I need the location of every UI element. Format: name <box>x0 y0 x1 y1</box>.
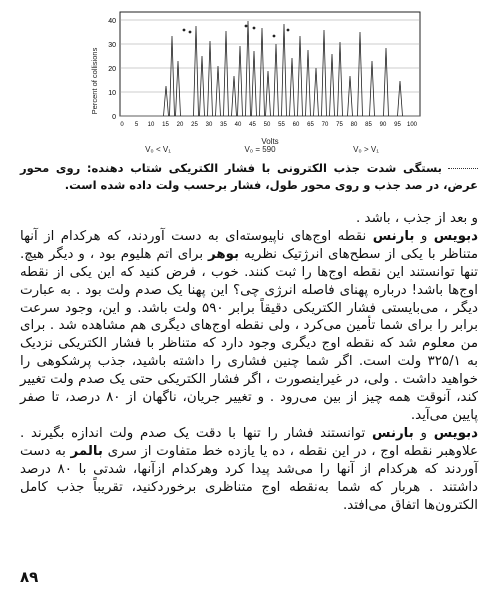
absorption-peak <box>194 26 199 116</box>
absorption-peak <box>298 36 303 116</box>
text-run: توانستند فشار را تنها با دقت یک صدم ولت اندازه بگیرند . علاوهبر نقطه اوج ، در این نقطه ، ده یا یازده خط متفاوت از سری <box>20 425 478 459</box>
x-tick-label: 95 <box>394 122 401 128</box>
y-axis-label: Percent of collisions <box>90 47 99 115</box>
absorption-peak <box>246 21 251 116</box>
absorption-peak <box>200 56 205 116</box>
x-tick-label: 15 <box>162 122 169 128</box>
peak-marker <box>273 35 276 38</box>
text-run: و <box>413 425 434 441</box>
x-tick-label: 55 <box>278 122 285 128</box>
y-tick-label: 40 <box>108 18 116 25</box>
page-number: ۸۹ <box>20 568 39 586</box>
absorption-peak <box>358 32 363 116</box>
absorption-peak <box>170 36 175 116</box>
x-tick-label: 40 <box>234 122 242 128</box>
absorption-peak <box>176 61 181 116</box>
region-label-equal: V₀ = 590 <box>244 145 276 154</box>
text-run: و بعد از جذب ، باشد . <box>356 211 478 226</box>
bold-name: بارنس <box>372 228 415 244</box>
text-run: برای اتم هلیوم بود ، و دیگر هیچ. تنها توانستند این نقطه اوج‌ها را ثبت کنند. خوب ، فرض کنید که این یکی از نقطه اوج‌ها باشد! درباره پهنای فاصله انرژی چی؟ این پهنا یک صدم ولت بود . به عبارت دیگر ، می‌بایستی فشار الکتریکی دقیقاً برابر ۵۹۰ ولت باشد. و این، وجود سرعت برابر را برای شما تأمین می‌کرد ، ولی نقطه اوج‌های دیگری هم مشاهده شد . برای من معلوم شد که نقطه اوج دیگری وجود دارد که متناظر با فشار الکتریکی نزدیک به ۳۲۵/۱ ولت است. اگر شما چنین فشاری را داشته باشید، جذب پرشکوهی را خواهید داشت . ولی، در غیراینصورت ، اگر فشار الکتریکی حتی یک صدم ولت تغییر کند، آنوقت همه چیز از بین می‌رود . و تغییر جریان، ناگهان از ۸۰ درصد، تا صفر پایین می‌آید. <box>20 246 479 423</box>
collision-chart <box>88 6 428 156</box>
absorption-peak <box>338 42 343 116</box>
peak-marker <box>253 27 256 30</box>
x-tick-label: 10 <box>147 122 155 128</box>
y-tick-label: 20 <box>108 66 116 73</box>
absorption-peak <box>384 48 389 116</box>
text-run: و <box>414 228 434 244</box>
absorption-peak <box>370 61 375 116</box>
x-tick-label: 50 <box>263 122 271 128</box>
caption-rule <box>448 168 478 169</box>
paragraph <box>20 210 478 228</box>
peak-marker <box>245 25 248 28</box>
peak-marker <box>189 31 192 34</box>
text-run: نقطه اوج‌های ناپیوسته‌ای به دست آوردند، که هرکدام از آنها متناظر با یکی از سطح‌های انرژتیک نظریه <box>20 228 479 262</box>
y-tick-label: 30 <box>108 42 116 49</box>
x-axis-label: Volts <box>261 137 279 146</box>
absorption-peak <box>238 46 243 116</box>
absorption-peak <box>208 41 213 116</box>
absorption-peak <box>164 86 169 116</box>
region-label-below: V₀ < V₁ <box>145 145 171 154</box>
body-text <box>20 210 478 514</box>
absorption-peak <box>322 30 327 116</box>
x-tick-label: 25 <box>191 122 198 128</box>
x-tick-label: 75 <box>336 122 343 128</box>
x-tick-label: 5 <box>134 122 139 128</box>
peak-marker <box>183 29 186 32</box>
x-tick-label: 100 <box>406 122 418 128</box>
x-tick-label: 20 <box>176 122 184 128</box>
peak-marker <box>287 29 290 32</box>
x-tick-label: 30 <box>205 122 213 128</box>
absorption-peak <box>266 71 271 116</box>
absorption-peak <box>274 44 279 116</box>
x-tick-label: 35 <box>220 122 227 128</box>
bold-name: بوهر <box>208 246 240 262</box>
x-tick-label: 90 <box>379 122 387 128</box>
absorption-peak <box>306 50 311 116</box>
caption-text: بستگی شدت جذب الکترونی با فشار الکتریکی شتاب دهنده: روی محور عرض، در صد جذب و روی محور طول، فشار برحسب ولت داده شده است. <box>20 161 478 192</box>
bold-name: دبویس <box>433 425 478 441</box>
region-label-above: V₀ > V₁ <box>353 145 379 154</box>
x-tick-label: 0 <box>120 122 124 128</box>
text-run: به دست آوردند که هرکدام از آنها را می‌شد پیدا کرد وهرکدام ازآنها، شدتی با ۸۰ درصد داشتند . هربار که شما بەنقطه اوج متناظری برخوردکنید، تقریباً جذب کامل الکترون‌ها اتفاق می‌افتد. <box>20 443 478 513</box>
x-tick-label: 65 <box>307 122 314 128</box>
bold-name: بارنس <box>372 425 414 441</box>
x-tick-label: 60 <box>292 122 300 128</box>
absorption-peak <box>252 51 257 116</box>
absorption-peak <box>398 81 403 116</box>
x-tick-label: 85 <box>365 122 372 128</box>
absorption-peak <box>232 76 237 116</box>
bold-name: دبویس <box>433 228 478 244</box>
absorption-peak <box>290 58 295 116</box>
x-tick-label: 45 <box>249 122 256 128</box>
absorption-peak <box>282 24 287 116</box>
paragraph <box>20 425 478 515</box>
y-tick-label: 10 <box>108 90 116 97</box>
paragraph <box>20 228 478 425</box>
x-tick-label: 70 <box>321 122 329 128</box>
absorption-peak <box>348 76 353 116</box>
absorption-peak <box>330 54 335 116</box>
absorption-peak <box>216 66 221 116</box>
figure-caption <box>20 160 478 194</box>
absorption-peak <box>260 28 265 116</box>
y-tick-label: 0 <box>112 114 116 121</box>
x-tick-label: 80 <box>350 122 358 128</box>
bold-name: بالمر <box>70 443 103 459</box>
